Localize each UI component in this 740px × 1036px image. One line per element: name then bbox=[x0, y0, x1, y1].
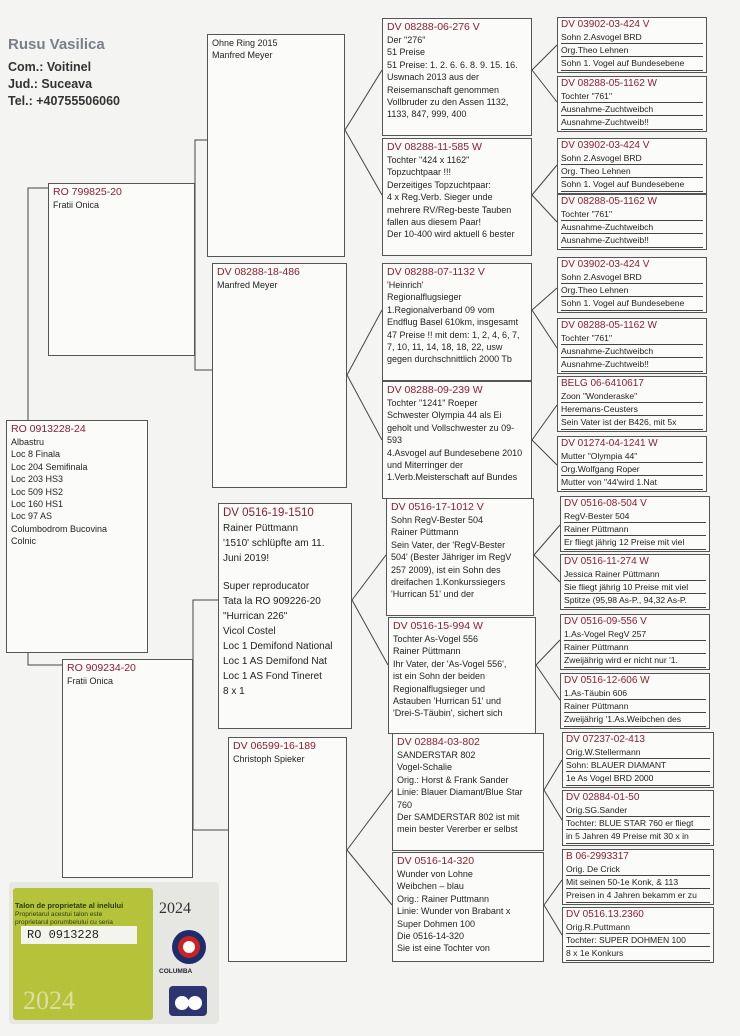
ancestor-card bbox=[392, 852, 544, 962]
pedigree-subject bbox=[6, 420, 148, 653]
pedigree-line: Der SAMDERSTAR 802 ist mit bbox=[397, 812, 520, 823]
pedigree-line: 51 Preise bbox=[387, 47, 426, 58]
pedigree-line: Sie fliegt jährig 10 Preise mit viel bbox=[564, 581, 706, 594]
owner-county: Jud.: Suceava bbox=[8, 77, 93, 91]
connector-line bbox=[532, 405, 557, 465]
connector-line bbox=[352, 600, 388, 665]
pedigree-line: ist ein Sohn der beiden bbox=[393, 671, 486, 682]
pedigree-line: 1.Verb.Meisterschaft auf Bundes bbox=[387, 472, 518, 483]
pedigree-line: Tochter As-Vogel 556 bbox=[393, 634, 479, 644]
pedigree-line: Vicol Costel bbox=[223, 626, 276, 637]
pedigree-line: Juni 2019! bbox=[223, 553, 270, 564]
ring-number: DV 08288-05-1162 W bbox=[561, 196, 657, 207]
pedigree-line: Topzuchtpaar !!! bbox=[387, 167, 452, 178]
connector-line bbox=[532, 288, 557, 348]
pedigree-line: Orig.W.Stellermann bbox=[566, 746, 710, 759]
pedigree-line: dreifachen 1.Konkurssiegers bbox=[391, 577, 506, 588]
ancestor-card bbox=[386, 498, 534, 616]
ring-number: DV 0516-15-994 W bbox=[393, 620, 483, 632]
pedigree-line: 4.Asvogel auf Bundesebene 2010 bbox=[387, 447, 523, 458]
pedigree-line: Sein Vater ist der B426, mit 5x bbox=[561, 416, 703, 429]
ring-number: DV 0516-09-556 V bbox=[564, 616, 647, 627]
ancestor-card bbox=[562, 907, 714, 963]
pedigree-line: 760 bbox=[397, 799, 413, 810]
pedigree-line: Endflug Basel 610km, insgesamt bbox=[387, 317, 519, 328]
pedigree-line: Wunder von Lohne bbox=[397, 869, 473, 879]
pedigree-line: Org. Theo Lehnen bbox=[561, 165, 703, 178]
pedigree-line: Sohn 1. Vogel auf Bundesebene bbox=[561, 297, 703, 310]
pedigree-line: 4 x Reg.Verb. Sieger unde bbox=[387, 192, 493, 203]
pedigree-line: 1.As-Täubin 606 bbox=[564, 687, 706, 700]
pedigree-line: Org.Theo Lehnen bbox=[561, 284, 703, 297]
connector-line bbox=[534, 525, 560, 582]
pedigree-line: Colnic bbox=[11, 536, 37, 547]
pedigree-line: 'Hurrican 51' und der bbox=[391, 589, 474, 600]
pedigree-line: Astauben 'Hurrican 51' und bbox=[393, 696, 502, 707]
ring-number: DV 08288-05-1162 W bbox=[561, 320, 657, 331]
ring-number: DV 0516-17-1012 V bbox=[391, 501, 484, 513]
connector-line bbox=[347, 310, 382, 375]
pigeon-logo-icon bbox=[169, 986, 207, 1016]
pedigree-line: Er fliegt jährig 12 Preise mit viel bbox=[564, 536, 706, 549]
pedigree-line: Linie: Wunder von Brabant x bbox=[397, 906, 511, 917]
pedigree-line: Manfred Meyer bbox=[212, 50, 273, 61]
pedigree-line: 'Drei-S-Täubin', sichert sich bbox=[393, 708, 503, 719]
ring-number: DV 08288-11-585 W bbox=[387, 141, 482, 153]
pedigree-line: '1510' schlüpfte am 11. bbox=[223, 538, 325, 549]
pedigree-line: 8 x 1 bbox=[223, 686, 245, 697]
pedigree-line: und Miterringer der bbox=[387, 460, 464, 471]
pedigree-line: Regionalflugsieger bbox=[387, 292, 462, 303]
ring-number: B 06-2993317 bbox=[566, 851, 629, 862]
pedigree-line: Loc 8 Finala bbox=[11, 449, 61, 460]
pedigree-line: Orig. De Crick bbox=[566, 863, 710, 876]
ancestor-card bbox=[557, 76, 707, 132]
ring-number: DV 0516.13.2360 bbox=[566, 909, 644, 920]
granddam-paternal bbox=[212, 263, 347, 488]
pedigree-details bbox=[11, 436, 143, 548]
pedigree-line: Derzeitiges Topzuchtpaar: bbox=[387, 179, 491, 190]
pedigree-line: 1133, 847, 999, 400 bbox=[387, 109, 467, 120]
card-subtext-1: Proprietarul acestui talon este bbox=[15, 911, 103, 918]
pedigree-line: 7, 10, 11, 14, 18, 18, 22, usw bbox=[387, 342, 503, 353]
pedigree-line: in 5 Jahren 49 Preise mit 30 x in bbox=[566, 830, 710, 843]
ancestor-card bbox=[388, 617, 536, 734]
ancestor-card bbox=[557, 138, 707, 194]
pedigree-line: Schwester Olympia 44 als Ei bbox=[387, 410, 502, 421]
connector-line bbox=[347, 850, 392, 905]
breeder: Manfred Meyer bbox=[217, 280, 278, 290]
card-subtext-2: proprietarul porumbelului cu seria bbox=[15, 919, 113, 926]
pedigree-line: Jessica Rainer Püttmann bbox=[564, 568, 706, 581]
ring-number: DV 0516-14-320 bbox=[397, 855, 475, 867]
card-year-large: 2024 bbox=[23, 986, 75, 1015]
pedigree-line bbox=[223, 566, 347, 579]
pedigree-line: Org.Wolfgang Roper bbox=[561, 463, 703, 476]
connector-line bbox=[28, 188, 48, 420]
pedigree-line: Rainer Püttmann bbox=[564, 523, 706, 536]
pedigree-line: Sohn 1. Vogel auf Bundesebene bbox=[561, 57, 703, 70]
ancestor-card bbox=[562, 732, 714, 788]
connector-line bbox=[347, 790, 392, 850]
pedigree-line: fallen aus diesem Paar! bbox=[387, 217, 482, 228]
pedigree-line: Die 0516-14-320 bbox=[397, 931, 465, 942]
pedigree-line: 1.Regionalverband 09 vom bbox=[387, 304, 495, 315]
pedigree-line: Rainer Püttmann bbox=[564, 641, 706, 654]
ring-number: DV 0516-19-1510 bbox=[223, 507, 314, 519]
pedigree-line: geholt und Vollschwester zu 09- bbox=[387, 422, 515, 433]
ring-number: DV 08288-07-1132 V bbox=[387, 266, 485, 278]
pedigree-line: Loc 1 AS Fond Tineret bbox=[223, 671, 322, 682]
ring-number: DV 0516-11-274 W bbox=[564, 556, 649, 567]
connector-line bbox=[345, 70, 382, 130]
pedigree-line: 8 x 1e Konkurs bbox=[566, 947, 710, 960]
ring-number: DV 08288-05-1162 W bbox=[561, 78, 657, 89]
pedigree-line: Ausnahme-Zuchtweib!! bbox=[561, 234, 703, 247]
ring-number: DV 01274-04-1241 W bbox=[561, 438, 658, 449]
pedigree-line: Tochter "761" bbox=[561, 208, 703, 221]
pedigree-line: Ausnahme-Zuchtweibch bbox=[561, 221, 703, 234]
ring-number: RO 0913228-24 bbox=[11, 423, 86, 435]
dam bbox=[62, 659, 193, 878]
pedigree-line: Ausnahme-Zuchtweibch bbox=[561, 103, 703, 116]
ancestor-card bbox=[560, 496, 710, 552]
pedigree-line: 47 Preise !! mit dem: 1, 2, 4, 6, 7, bbox=[387, 329, 520, 340]
ring-number: RO 909234-20 bbox=[67, 662, 136, 674]
pedigree-details bbox=[223, 521, 347, 699]
pedigree-line: mehrere RV/Reg-beste Tauben bbox=[387, 204, 512, 215]
pedigree-line: "Hurrican 226" bbox=[223, 611, 288, 622]
pedigree-line: Loc 204 Semifinala bbox=[11, 461, 88, 472]
pedigree-line: Der "276" bbox=[387, 35, 426, 45]
pedigree-line: Tochter "761" bbox=[561, 332, 703, 345]
pedigree-line: mein bester Vererber er selbst bbox=[397, 824, 518, 835]
pedigree-line: Mutter von "44'wird 1.Nat bbox=[561, 476, 703, 489]
pedigree-line: Loc 509 HS2 bbox=[11, 486, 64, 497]
pedigree-line: Rainer Püttmann bbox=[564, 700, 706, 713]
ring-ownership-card bbox=[9, 882, 219, 1024]
pedigree-line: Uswnach 2013 aus der bbox=[387, 72, 480, 83]
pedigree-line: Loc 1 Demifond National bbox=[223, 641, 333, 652]
owner-commune: Com.: Voitinel bbox=[8, 60, 92, 74]
ancestor-card bbox=[557, 376, 707, 432]
connector-line bbox=[544, 760, 562, 820]
ring-number: DV 06599-16-189 bbox=[233, 740, 316, 752]
connector-line bbox=[193, 600, 218, 700]
ancestor-card bbox=[557, 194, 707, 250]
pedigree-line: Sohn RegV-Bester 504 bbox=[391, 515, 484, 525]
ancestor-card bbox=[382, 263, 532, 381]
pedigree-line: Orig.: Rainer Puttmann bbox=[397, 893, 490, 904]
pedigree-line: Tochter: SUPER DOHMEN 100 bbox=[566, 934, 710, 947]
pedigree-line: Rainer Püttmann bbox=[391, 527, 459, 538]
pedigree-line: Reisemanschaft genommen bbox=[387, 84, 500, 95]
ancestor-card bbox=[557, 436, 707, 492]
pedigree-line: 'Heinrich' bbox=[387, 280, 424, 290]
pedigree-line: Rainer Püttmann bbox=[393, 646, 461, 657]
ring-number: DV 07237-02-413 bbox=[566, 734, 645, 745]
connector-line bbox=[195, 270, 212, 370]
pedigree-line: Tata la RO 909226-20 bbox=[223, 596, 321, 607]
pedigree-line: Zweijährig '1.As.Weibchen des bbox=[564, 713, 706, 726]
pedigree-line: SANDERSTAR 802 bbox=[397, 750, 476, 760]
ancestor-card bbox=[392, 733, 544, 851]
granddam-maternal bbox=[228, 737, 347, 962]
connector-line bbox=[352, 555, 386, 600]
pedigree-line: Preisen in 4 Jahren bekamm er zu bbox=[566, 889, 710, 902]
pedigree-line: Loc 97 AS bbox=[11, 511, 53, 522]
pedigree-line: Linie: Blauer Diamant/Blue Star bbox=[397, 787, 523, 798]
ancestor-card bbox=[560, 554, 710, 610]
breeder: Fratii Onica bbox=[67, 676, 114, 686]
pedigree-line: Heremans-Ceusters bbox=[561, 403, 703, 416]
pedigree-line: Tochter "424 x 1162" bbox=[387, 155, 470, 165]
pedigree-line: Ihr Vater, der 'As-Vogel 556', bbox=[393, 658, 507, 669]
pedigree-line: 51 Preise: 1. 2. 6. 6. 8. 9. 15. 16. bbox=[387, 59, 518, 70]
pedigree-line: Columbodrom Bucovina bbox=[11, 523, 108, 534]
pedigree-line: Albastru bbox=[11, 437, 45, 447]
ancestor-card bbox=[560, 614, 710, 670]
pedigree-line: Vogel-Schalie bbox=[397, 762, 453, 773]
pedigree-line: Sohn: BLAUER DIAMANT bbox=[566, 759, 710, 772]
connector-line bbox=[347, 375, 382, 440]
pedigree-line: 257 2009), ist ein Sohn des bbox=[391, 564, 501, 575]
pedigree-line: Ohne Ring 2015 bbox=[212, 38, 278, 48]
pedigree-line: Sohn 2.Asvogel BRD bbox=[561, 31, 703, 44]
pedigree-line: Ausnahme-Zuchtweib!! bbox=[561, 358, 703, 371]
pedigree-line: Vollbruder zu den Assen 1132, bbox=[387, 97, 509, 108]
connector-line bbox=[195, 140, 207, 270]
ancestor-card bbox=[382, 381, 532, 499]
connector-line bbox=[28, 653, 62, 665]
pedigree-line: Loc 1 AS Demifond Nat bbox=[223, 656, 327, 667]
pedigree-line: Tochter "1241" Roeper bbox=[387, 398, 478, 408]
ring-number: DV 0516-08-504 V bbox=[564, 498, 647, 509]
ancestor-card bbox=[557, 17, 707, 73]
pedigree-line: Ausnahme-Zuchtweib!! bbox=[561, 116, 703, 129]
pedigree-line: Ausnahme-Zuchtweibch bbox=[561, 345, 703, 358]
ring-number: DV 08288-06-276 V bbox=[387, 21, 480, 33]
pedigree-line: Orig.R.Puttmann bbox=[566, 921, 710, 934]
pedigree-line: Tochter "761" bbox=[561, 90, 703, 103]
pedigree-line: Sein Vater, der 'RegV-Bester bbox=[391, 539, 506, 550]
connector-line bbox=[532, 45, 557, 102]
ancestor-card bbox=[557, 257, 707, 313]
ring-number: DV 03902-03-424 V bbox=[561, 140, 650, 151]
ancestor-card bbox=[382, 18, 532, 136]
ring-number: DV 08288-09-239 W bbox=[387, 384, 483, 396]
pedigree-line: 1.As-Vogel RegV 257 bbox=[564, 628, 706, 641]
ring-number: DV 08288-18-486 bbox=[217, 266, 300, 278]
card-heading: Talon de proprietate al inelului bbox=[15, 901, 124, 910]
pedigree-line: Mutter "Olympia 44" bbox=[561, 450, 703, 463]
pedigree-line: Sie ist eine Tochter von bbox=[397, 943, 490, 954]
owner-name: Rusu Vasilica bbox=[8, 36, 105, 53]
grandsire-maternal bbox=[218, 503, 352, 729]
pedigree-line: Loc 203 HS3 bbox=[11, 474, 64, 485]
pedigree-line: Tochter: BLUE STAR 760 er fliegt bbox=[566, 817, 710, 830]
pedigree-line: Mit seinen 50-1e Konk, & 113 bbox=[566, 876, 710, 889]
ring-number: DV 03902-03-424 V bbox=[561, 259, 650, 270]
card-ring-number: RO 0913228 bbox=[21, 926, 137, 944]
pedigree-line: Org.Theo Lehnen bbox=[561, 44, 703, 57]
grandsire-paternal bbox=[207, 34, 345, 257]
pedigree-line: Orig.: Horst & Frank Sander bbox=[397, 774, 509, 785]
pedigree-line: Super reproducator bbox=[223, 581, 310, 592]
ring-number: DV 03902-03-424 V bbox=[561, 19, 650, 30]
ring-number: BELG 06-6410617 bbox=[561, 378, 644, 389]
pedigree-line: RegV-Bester 504 bbox=[564, 510, 706, 523]
ancestor-card bbox=[560, 673, 710, 729]
pedigree-line: Zweijährig wird er nicht nur '1. bbox=[564, 654, 706, 667]
connector-line bbox=[345, 130, 382, 195]
connector-line bbox=[544, 880, 562, 935]
card-title bbox=[15, 902, 145, 927]
ring-number: DV 02884-01-50 bbox=[566, 792, 640, 803]
pedigree-line: Sohn 1. Vogel auf Bundesebene bbox=[561, 178, 703, 191]
pedigree-line: Sptitze (95,98 As-P., 94,32 As-P. bbox=[564, 594, 706, 607]
connector-line bbox=[532, 165, 557, 222]
pedigree-line: Loc 160 HS1 bbox=[11, 499, 64, 510]
columba-logo-icon bbox=[169, 928, 209, 966]
owner-phone: Tel.: +40755506060 bbox=[8, 94, 121, 108]
breeder: Fratii Onica bbox=[53, 200, 100, 210]
pedigree-line: Zoon "Wonderaske" bbox=[561, 390, 703, 403]
card-brand: COLUMBA bbox=[159, 968, 193, 975]
ancestor-card bbox=[557, 318, 707, 374]
pedigree-line: Weibchen – blau bbox=[397, 881, 464, 892]
pedigree-line: Regionalflugsieger und bbox=[393, 683, 486, 694]
ancestor-card bbox=[562, 790, 714, 846]
pedigree-line: 593 bbox=[387, 435, 403, 446]
pedigree-line: Rainer Püttmann bbox=[223, 523, 299, 534]
sire bbox=[48, 183, 195, 356]
pedigree-line: gegen durchschnittlich 2000 Tb bbox=[387, 354, 512, 365]
ring-number: DV 0516-12-606 W bbox=[564, 675, 650, 686]
pedigree-line: Sohn 2.Asvogel BRD bbox=[561, 152, 703, 165]
ancestor-card bbox=[382, 138, 532, 256]
pedigree-line: Super Dohmen 100 bbox=[397, 918, 476, 929]
pedigree-line: Sohn 2.Asvogel BRD bbox=[561, 271, 703, 284]
pedigree-line: 504' (Bester Jähriger im RegV bbox=[391, 552, 512, 563]
pedigree-line: 1e As Vogel BRD 2000 bbox=[566, 772, 710, 785]
breeder: Christoph Spieker bbox=[233, 754, 305, 764]
pedigree-line: Orig.SG.Sander bbox=[566, 804, 710, 817]
pedigree-line: Der 10-400 wird aktuell 6 bester bbox=[387, 229, 515, 240]
ring-number: RO 799825-20 bbox=[53, 186, 122, 198]
ring-number: DV 02884-03-802 bbox=[397, 736, 480, 748]
connector-line bbox=[536, 640, 560, 700]
card-year: 2024 bbox=[159, 900, 191, 917]
ancestor-card bbox=[562, 849, 714, 905]
